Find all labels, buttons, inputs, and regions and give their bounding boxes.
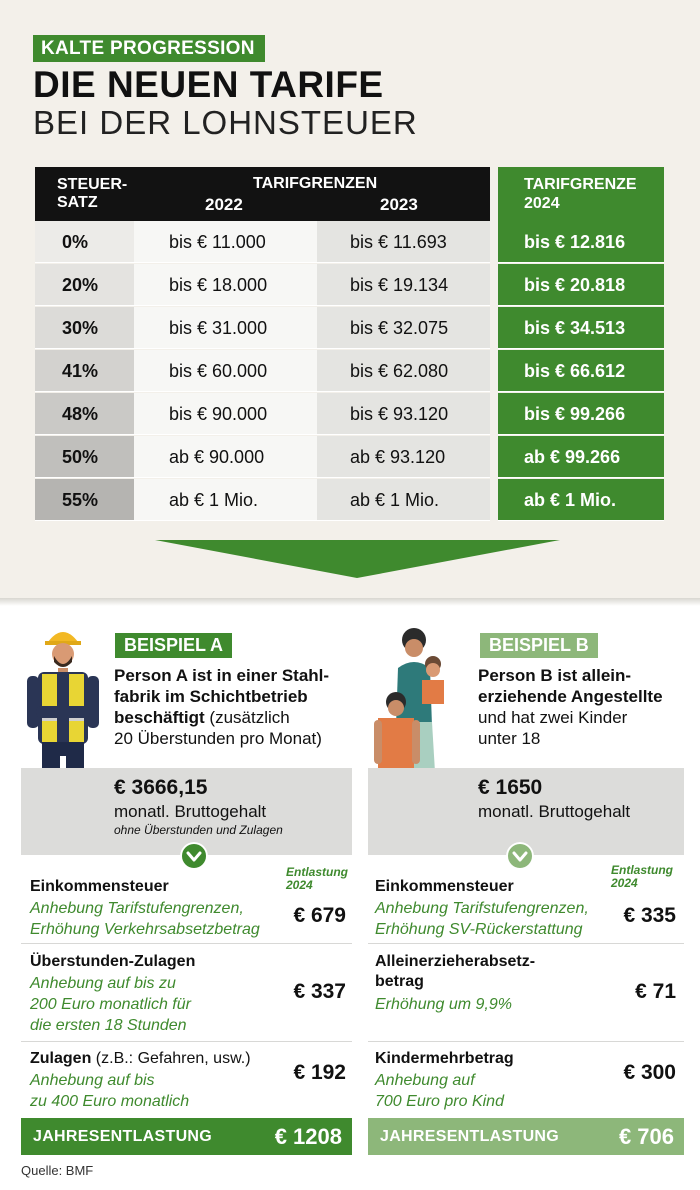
header-2024: TARIFGRENZE 2024 (498, 167, 664, 221)
page-title: DIE NEUEN TARIFE (33, 64, 384, 105)
example-b-salary: € 1650 (478, 776, 543, 799)
cell-2022: bis € 90.000 (134, 393, 317, 435)
cell-2022: bis € 31.000 (134, 307, 317, 349)
example-b-item-value: € 71 (635, 980, 676, 1003)
divider-shadow (0, 598, 700, 606)
page-subtitle: BEI DER LOHNSTEUER (33, 104, 418, 141)
example-b-item-title: Alleinerzieherabsetz- betrag (375, 953, 536, 990)
divider (368, 943, 684, 944)
cell-2023: ab € 1 Mio. (317, 479, 490, 521)
example-a-total-label: JAHRESENTLASTUNG (33, 1128, 213, 1145)
table-row (35, 264, 664, 306)
example-a-desc-bold: Person A ist in einer Stahl- fabrik im Schichtbetrieb beschäftigt (114, 666, 330, 727)
example-a-salary: € 3666,15 (114, 776, 208, 799)
cell-2023: bis € 62.080 (317, 350, 490, 392)
example-b-total-value: € 706 (618, 1124, 674, 1149)
header-2023: 2023 (380, 195, 418, 214)
example-a-item-title-main: Zulagen (30, 1050, 92, 1067)
example-a-item-sub: Anhebung auf bis zu 200 Euro monatlich für die ersten 18 Stunden (30, 975, 191, 1034)
example-a-description (114, 665, 354, 749)
example-b-relief-label: Entlastung 2024 (611, 863, 673, 890)
cell-2024: bis € 34.513 (498, 307, 664, 349)
table-row (35, 350, 664, 392)
example-a-badge: BEISPIEL A (115, 633, 232, 658)
example-b-item-sub: Anhebung auf 700 Euro pro Kind (375, 1072, 504, 1110)
divider (21, 943, 352, 944)
cell-2023: bis € 11.693 (317, 221, 490, 263)
rate-cell: 20% (35, 264, 134, 306)
rate-cell: 41% (35, 350, 134, 392)
cell-2022: bis € 60.000 (134, 350, 317, 392)
cell-2023: bis € 32.075 (317, 307, 490, 349)
example-a-salary-note: ohne Überstunden und Zulagen (114, 823, 283, 837)
cell-2022: bis € 11.000 (134, 221, 317, 263)
check-circle-icon (180, 842, 208, 870)
header-tarifgrenzen: TARIFGRENZEN (253, 175, 378, 192)
check-circle-icon (506, 842, 534, 870)
table-row (35, 307, 664, 349)
example-a-item-value: € 337 (293, 980, 346, 1003)
cell-2024: ab € 1 Mio. (498, 479, 664, 521)
cell-2023: ab € 93.120 (317, 436, 490, 478)
example-a-total-value: € 1208 (274, 1124, 342, 1149)
example-a-total-bar (21, 1118, 352, 1155)
table-row (35, 393, 664, 435)
source-note: Quelle: BMF (21, 1163, 94, 1178)
table-header (35, 167, 490, 221)
example-b-total-bar (368, 1118, 684, 1155)
example-a-salary-label: monatl. Bruttogehalt (114, 802, 267, 821)
cell-2024: bis € 12.816 (498, 221, 664, 263)
cell-2022: ab € 1 Mio. (134, 479, 317, 521)
example-a-item-title: Einkommensteuer (30, 878, 169, 895)
rate-cell: 0% (35, 221, 134, 263)
example-b-badge: BEISPIEL B (480, 633, 598, 658)
example-b-item-value: € 335 (623, 904, 676, 927)
table-row (35, 436, 664, 478)
example-b-item-sub: Anhebung Tarifstufengrenzen, Erhöhung SV-Rückerstattung (375, 900, 589, 938)
example-a-item-title-suffix: (z.B.: Gefahren, usw.) (91, 1050, 251, 1067)
header-rate: STEUER- SATZ (57, 176, 128, 211)
cell-2024: ab € 99.266 (498, 436, 664, 478)
example-b-description (478, 665, 693, 749)
example-b-desc-rest: und hat zwei Kinder unter 18 (478, 708, 628, 748)
cell-2023: bis € 19.134 (317, 264, 490, 306)
example-b-desc-bold: Person B ist allein- erziehende Angestellte (478, 666, 663, 706)
example-b-salary-label: monatl. Bruttogehalt (478, 802, 631, 821)
arrow-down-icon (155, 540, 560, 578)
example-b-item-sub: Erhöhung um 9,9% (375, 996, 512, 1013)
example-b-item-value: € 300 (623, 1061, 676, 1084)
example-a-relief-label: Entlastung 2024 (286, 865, 348, 892)
example-a-item-sub: Anhebung auf bis zu 400 Euro monatlich (30, 1072, 190, 1110)
cell-2024: bis € 99.266 (498, 393, 664, 435)
example-b-item-title: Einkommensteuer (375, 878, 514, 895)
cell-2022: bis € 18.000 (134, 264, 317, 306)
cell-2024: bis € 20.818 (498, 264, 664, 306)
rate-cell: 48% (35, 393, 134, 435)
cell-2023: bis € 93.120 (317, 393, 490, 435)
example-a-item-value: € 679 (293, 904, 346, 927)
table-row (35, 479, 664, 521)
divider (368, 1041, 684, 1042)
divider (21, 1041, 352, 1042)
example-a-item-title (30, 1049, 251, 1069)
example-a-item-value: € 192 (293, 1061, 346, 1084)
example-a-item-sub: Anhebung Tarifstufengrenzen, Erhöhung Verkehrsabsetzbetrag (30, 900, 260, 938)
example-a-desc-rest: (zusätzlich 20 Überstunden pro Monat) (114, 708, 322, 748)
example-b-item-title: Kindermehrbetrag (375, 1050, 514, 1067)
cell-2022: ab € 90.000 (134, 436, 317, 478)
cell-2024: bis € 66.612 (498, 350, 664, 392)
header-2022: 2022 (205, 195, 243, 214)
rate-cell: 55% (35, 479, 134, 521)
rate-cell: 30% (35, 307, 134, 349)
rate-cell: 50% (35, 436, 134, 478)
example-b-total-label: JAHRESENTLASTUNG (380, 1128, 560, 1145)
kicker-label: KALTE PROGRESSION (33, 35, 265, 62)
example-a-item-title: Überstunden-Zulagen (30, 953, 196, 970)
table-row (35, 221, 664, 263)
